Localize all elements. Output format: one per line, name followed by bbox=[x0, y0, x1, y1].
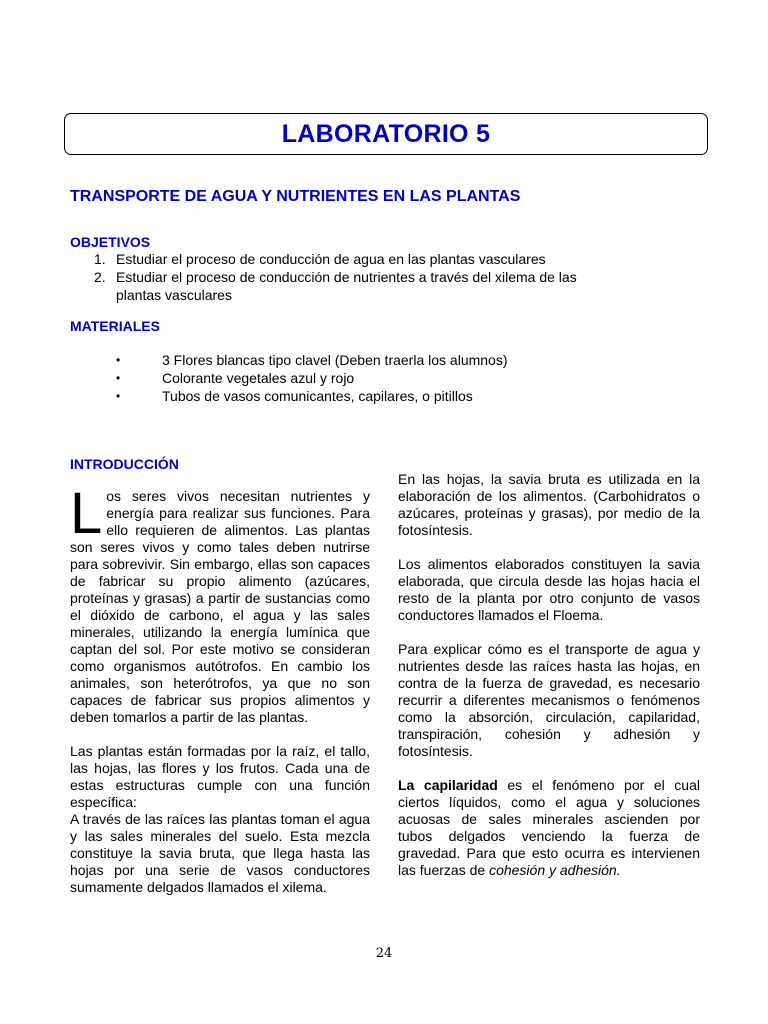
materiales-heading: MATERIALES bbox=[70, 318, 160, 334]
term-cohesion-adhesion: cohesión y adhesión. bbox=[489, 862, 621, 878]
paragraph: A través de las raíces las plantas toman el agua y las sales minerales del suelo. Esta mezcla constituye la savia bruta, que llega hasta las hojas por una serie de vasos conductores sumamente delgados llamados el xilema. bbox=[70, 811, 370, 895]
paragraph: Para explicar cómo es el transporte de agua y nutrientes desde las raíces hasta las hojas, en contra de la fuerza de gravedad, es necesario recurrir a diferentes mecanismos o fenómenos como la absorción, circulación, capilaridad, transpiración, cohesión y adhesión y fotosíntesis. bbox=[398, 641, 700, 759]
paragraph: Los seres vivos necesitan nutrientes y energía para realizar sus funciones. Para ello requieren de alimentos. Las plantas son seres vivos y como tales deben nutrirse para sobrevivir. Sin embargo, ellas son capaces de fabricar su propio alimento (azúcares, proteínas y grasas) a partir de sustancias como el dióxido de carbono, el agua y las sales minerales, utilizando la energía lumínica que captan del sol. Por este motivo se consideran como organismos autótrofos. En cambio los animales, son heterótrofos, ya que no son capaces de fabricar sus propios alimentos y deben tomarlos a partir de las plantas. bbox=[70, 481, 370, 725]
list-item: • 3 Flores blancas tipo clavel (Deben traerla los alumnos) bbox=[116, 352, 508, 368]
page-title: LABORATORIO 5 bbox=[281, 119, 491, 148]
list-item-continuation: plantas vasculares bbox=[116, 287, 232, 303]
materiales-list bbox=[116, 351, 508, 405]
subtitle: TRANSPORTE DE AGUA Y NUTRIENTES EN LAS PLANTAS bbox=[70, 188, 521, 205]
left-column bbox=[70, 481, 370, 913]
list-item: 2. Estudiar el proceso de conducción de nutrientes a través del xilema de las bbox=[94, 269, 577, 285]
bullet-icon: • bbox=[116, 353, 121, 367]
drop-cap: L bbox=[70, 481, 103, 546]
objetivos-heading: OBJETIVOS bbox=[70, 234, 151, 250]
paragraph: En las hojas, la savia bruta es utilizada en la elaboración de los alimentos. (Carbohidratos o azúcares, proteínas y grasas), por medio de la fotosíntesis. bbox=[398, 471, 700, 538]
bullet-icon: • bbox=[116, 371, 121, 385]
list-item: • Colorante vegetales azul y rojo bbox=[116, 370, 355, 386]
term-capilaridad: La capilaridad bbox=[398, 777, 498, 793]
list-item: 1. Estudiar el proceso de conducción de agua en las plantas vasculares bbox=[94, 251, 546, 267]
introduccion-heading: INTRODUCCIÓN bbox=[70, 456, 179, 472]
objetivos-list bbox=[94, 250, 577, 304]
bullet-icon: • bbox=[116, 389, 121, 403]
page-number: 24 bbox=[375, 946, 393, 961]
paragraph: La capilaridad es el fenómeno por el cual ciertos líquidos, como el agua y soluciones acuosas de sales minerales ascienden por tubos delgados venciendo la fuerza de gravedad. Para que esto ocurra es intervienen las fuerzas de cohesión y adhesión. bbox=[398, 777, 700, 878]
paragraph: Los alimentos elaborados constituyen la savia elaborada, que circula desde las hojas hacia el resto de la planta por otro conjunto de vasos conductores llamados el Floema. bbox=[398, 556, 700, 623]
title-box bbox=[64, 113, 708, 155]
paragraph: Las plantas están formadas por la raíz, el tallo, las hojas, las flores y los frutos. Cada una de estas estructuras cumple con una función específica: bbox=[70, 743, 370, 810]
list-item: • Tubos de vasos comunicantes, capilares, o pitillos bbox=[116, 388, 473, 404]
right-column bbox=[398, 471, 700, 896]
